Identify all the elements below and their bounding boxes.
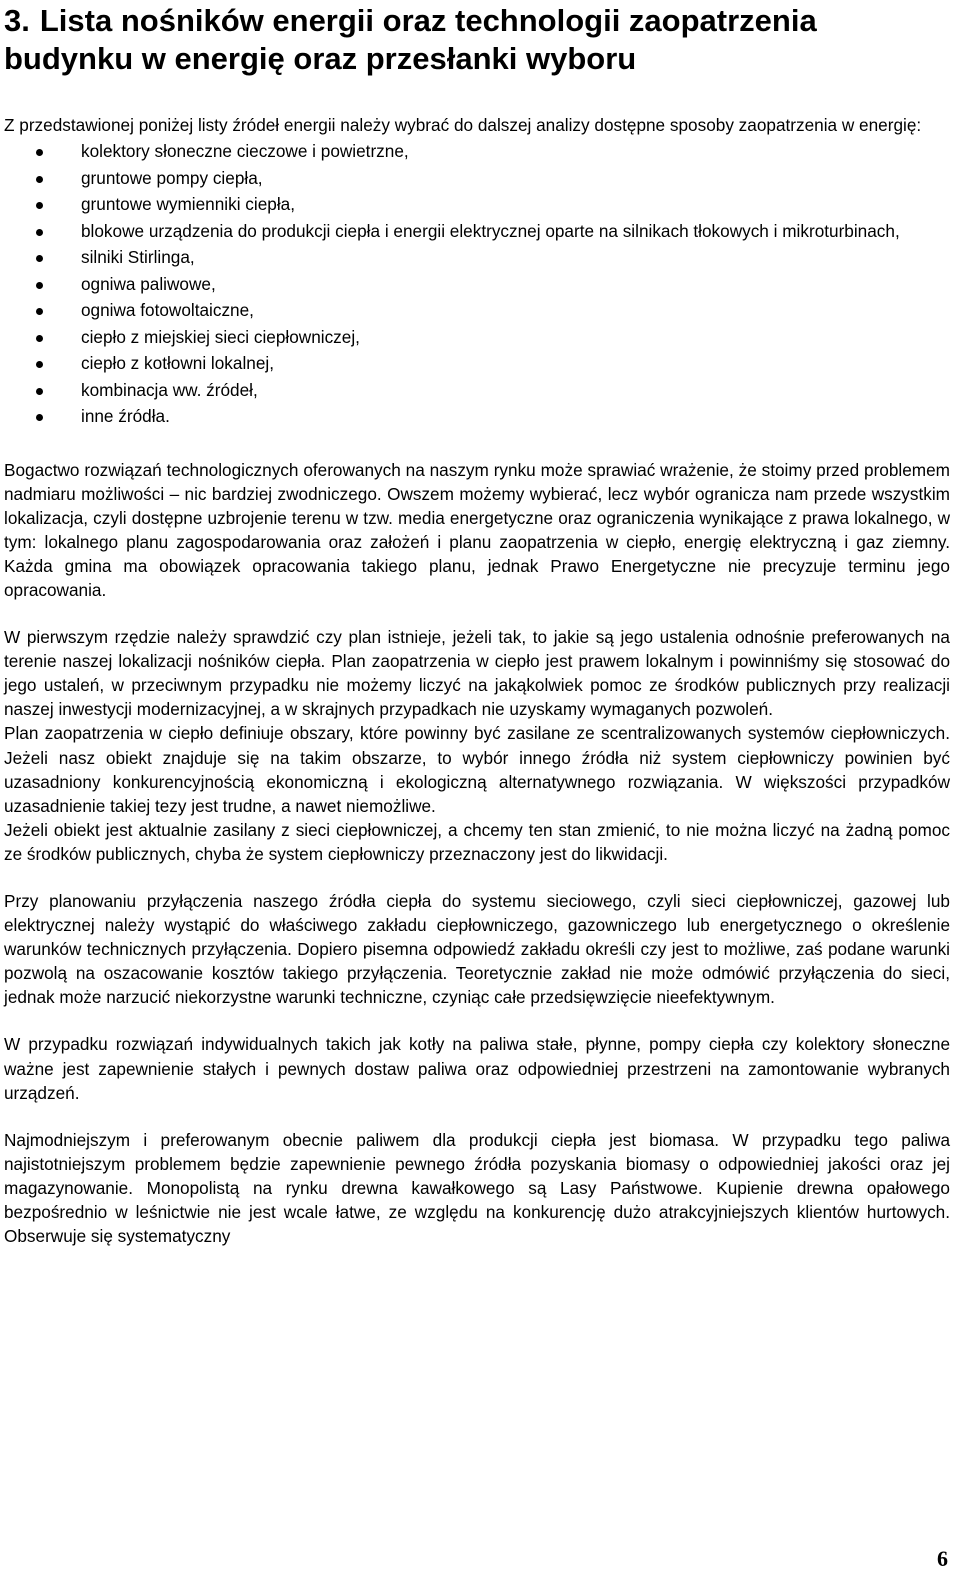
paragraph-heat-plan: W pierwszym rzędzie należy sprawdzić czy plan istnieje, jeżeli tak, to jakie są jego ustalenia odnośnie preferowanych na terenie naszej lokalizacji nośników ciepła. Plan zaopatrzenia w ciepło jest prawem lokalnym i powinniśmy się stosować do jego ustaleń, w przeciwnym przypadku nie możemy liczyć na jakąkolwiek pomoc ze środków publicznych przy realizacji naszej inwestycji modernizacyjnej, a w skrajnych przypadkach nie uzyskamy wymaganych pozwoleń. — [4, 627, 950, 720]
list-item — [4, 244, 950, 271]
list-item-text: inne źródła. — [81, 406, 170, 426]
list-item-text: gruntowe wymienniki ciepła, — [81, 194, 295, 214]
intro-paragraph: Z przedstawionej poniżej listy źródeł energii należy wybrać do dalszej analizy dostępne sposoby zaopatrzenia w energię: — [4, 115, 922, 135]
list-item-text: blokowe urządzenia do produkcji ciepła i energii elektrycznej oparte na silnikach tłokowych i mikroturbinach, — [81, 220, 900, 241]
list-item-text: ciepło z miejskiej sieci ciepłowniczej, — [81, 326, 360, 347]
list-item-text: ogniwa paliwowe, — [81, 273, 216, 294]
list-item-text: kombinacja ww. źródeł, — [81, 379, 258, 400]
list-item — [4, 271, 950, 298]
body-text — [4, 458, 950, 1249]
list-item — [4, 191, 950, 218]
list-item — [4, 218, 950, 245]
paragraph-biomass: Najmodniejszym i preferowanym obecnie paliwem dla produkcji ciepła jest biomasa. W przypadku tego paliwa najistotniejszym problemem będzie zapewnienie pewnego źródła pozyskania biomasy o odpowiedniej jakości oraz jej magazynowanie. Monopolistą na rynku drewna kawałkowego są Lasy Państwowe. Kupienie drewna opałowego bezpośrednio w leśnictwie nie jest wcale łatwe, ze względu na konkurencję dużo atrakcyjniejszych klientów hurtowych. Obserwuje się systematyczny — [4, 1129, 950, 1247]
paragraph-technologies: Bogactwo rozwiązań technologicznych oferowanych na naszym rynku może sprawiać wrażenie, że stoimy przed problemem nadmiaru możliwości – nic bardziej zwodniczego. Owszem możemy wybierać, lecz wybór ogranicza nam przede wszystkim lokalizacja, czyli dostępne uzbrojenie terenu w tzw. media energetyczne oraz ograniczenia wynikające z prawa lokalnego, w tym: lokalnego planu zagospodarowania oraz założeń i planu zaopatrzenia w ciepło, energię elektryczną i gaz ziemny. Każda gmina ma obowiązek opracowania takiego planu, jednak Prawo Energetyczne nie precyzuje terminu jego opracowania. — [4, 459, 950, 600]
section-heading — [4, 2, 950, 78]
list-item — [4, 297, 950, 324]
paragraph-connection: Przy planowaniu przyłączenia naszego źródła ciepła do systemu sieciowego, czyli sieci ciepłowniczej, gazowej lub elektrycznej należy wystąpić do właściwego zakładu ciepłowniczego, gazowniczego lub energetycznego o określenie warunków technicznych przyłączenia. Dopiero pisemna odpowiedź zakładu określi czy jest to możliwe, zaś podane warunki pozwolą na oszacowanie kosztów takiego przyłączenia. Teoretycznie zakład nie może odmówić przyłączenia do sieci, jednak może narzucić niekorzystne warunki techniczne, czyniąc całe przedsięwzięcie nieefektywnym. — [4, 891, 950, 1008]
list-item — [4, 324, 950, 351]
paragraph-individual-solutions: W przypadku rozwiązań indywidualnych takich jak kotły na paliwa stałe, płynne, pompy ciepła czy kolektory słoneczne ważne jest zapewnienie stałych i pewnych dostaw paliwa oraz odpowiedniej przestrzeni na zamontowanie wybranych urządzeń. — [4, 1034, 950, 1103]
list-item-text: ogniwa fotowoltaiczne, — [81, 300, 254, 320]
section-title: Lista nośników energii oraz technologii zaopatrzenia budynku w energię oraz przesłanki wyboru — [4, 3, 817, 76]
bullet-icon — [36, 388, 43, 395]
bullet-icon — [36, 149, 43, 156]
document-page — [4, 0, 950, 1248]
bullet-icon — [36, 335, 43, 342]
bullet-icon — [36, 414, 43, 421]
bullet-icon — [36, 308, 43, 315]
bullet-icon — [36, 176, 43, 183]
page-number: 6 — [937, 1546, 948, 1571]
list-item-text: gruntowe pompy ciepła, — [81, 167, 263, 188]
bullet-icon — [36, 282, 43, 289]
paragraph-district-heating: Jeżeli obiekt jest aktualnie zasilany z sieci ciepłowniczej, a chcemy ten stan zmienić, to nie można liczyć na żadną pomoc ze środków publicznych, chyba że system ciepłowniczy przeznaczony jest do likwidacji. — [4, 819, 950, 864]
list-item — [4, 165, 950, 192]
energy-sources-list — [4, 138, 950, 430]
list-item — [4, 350, 950, 377]
section-number: 3. — [4, 3, 30, 38]
list-item-text: silniki Stirlinga, — [81, 247, 195, 267]
list-item — [4, 138, 950, 165]
list-item-text: ciepło z kotłowni lokalnej, — [81, 353, 274, 373]
list-item — [4, 403, 950, 430]
bullet-icon — [36, 229, 43, 236]
bullet-icon — [36, 202, 43, 209]
list-item-text: kolektory słoneczne cieczowe i powietrzne, — [81, 141, 409, 161]
paragraph-heat-plan-areas: Plan zaopatrzenia w ciepło definiuje obszary, które powinny być zasilane ze scentralizowanych systemów ciepłowniczych. Jeżeli nasz obiekt znajduje się na takim obszarze, to wybór innego źródła niż system ciepłowniczy powinien być uzasadniony konkurencyjnością ekonomiczną i ekologiczną alternatywnego rozwiązania. W większości przypadków uzasadnienie takiej tezy jest trudne, a nawet niemożliwe. — [4, 723, 950, 816]
bullet-icon — [36, 255, 43, 262]
bullet-icon — [36, 361, 43, 368]
list-item — [4, 377, 950, 404]
